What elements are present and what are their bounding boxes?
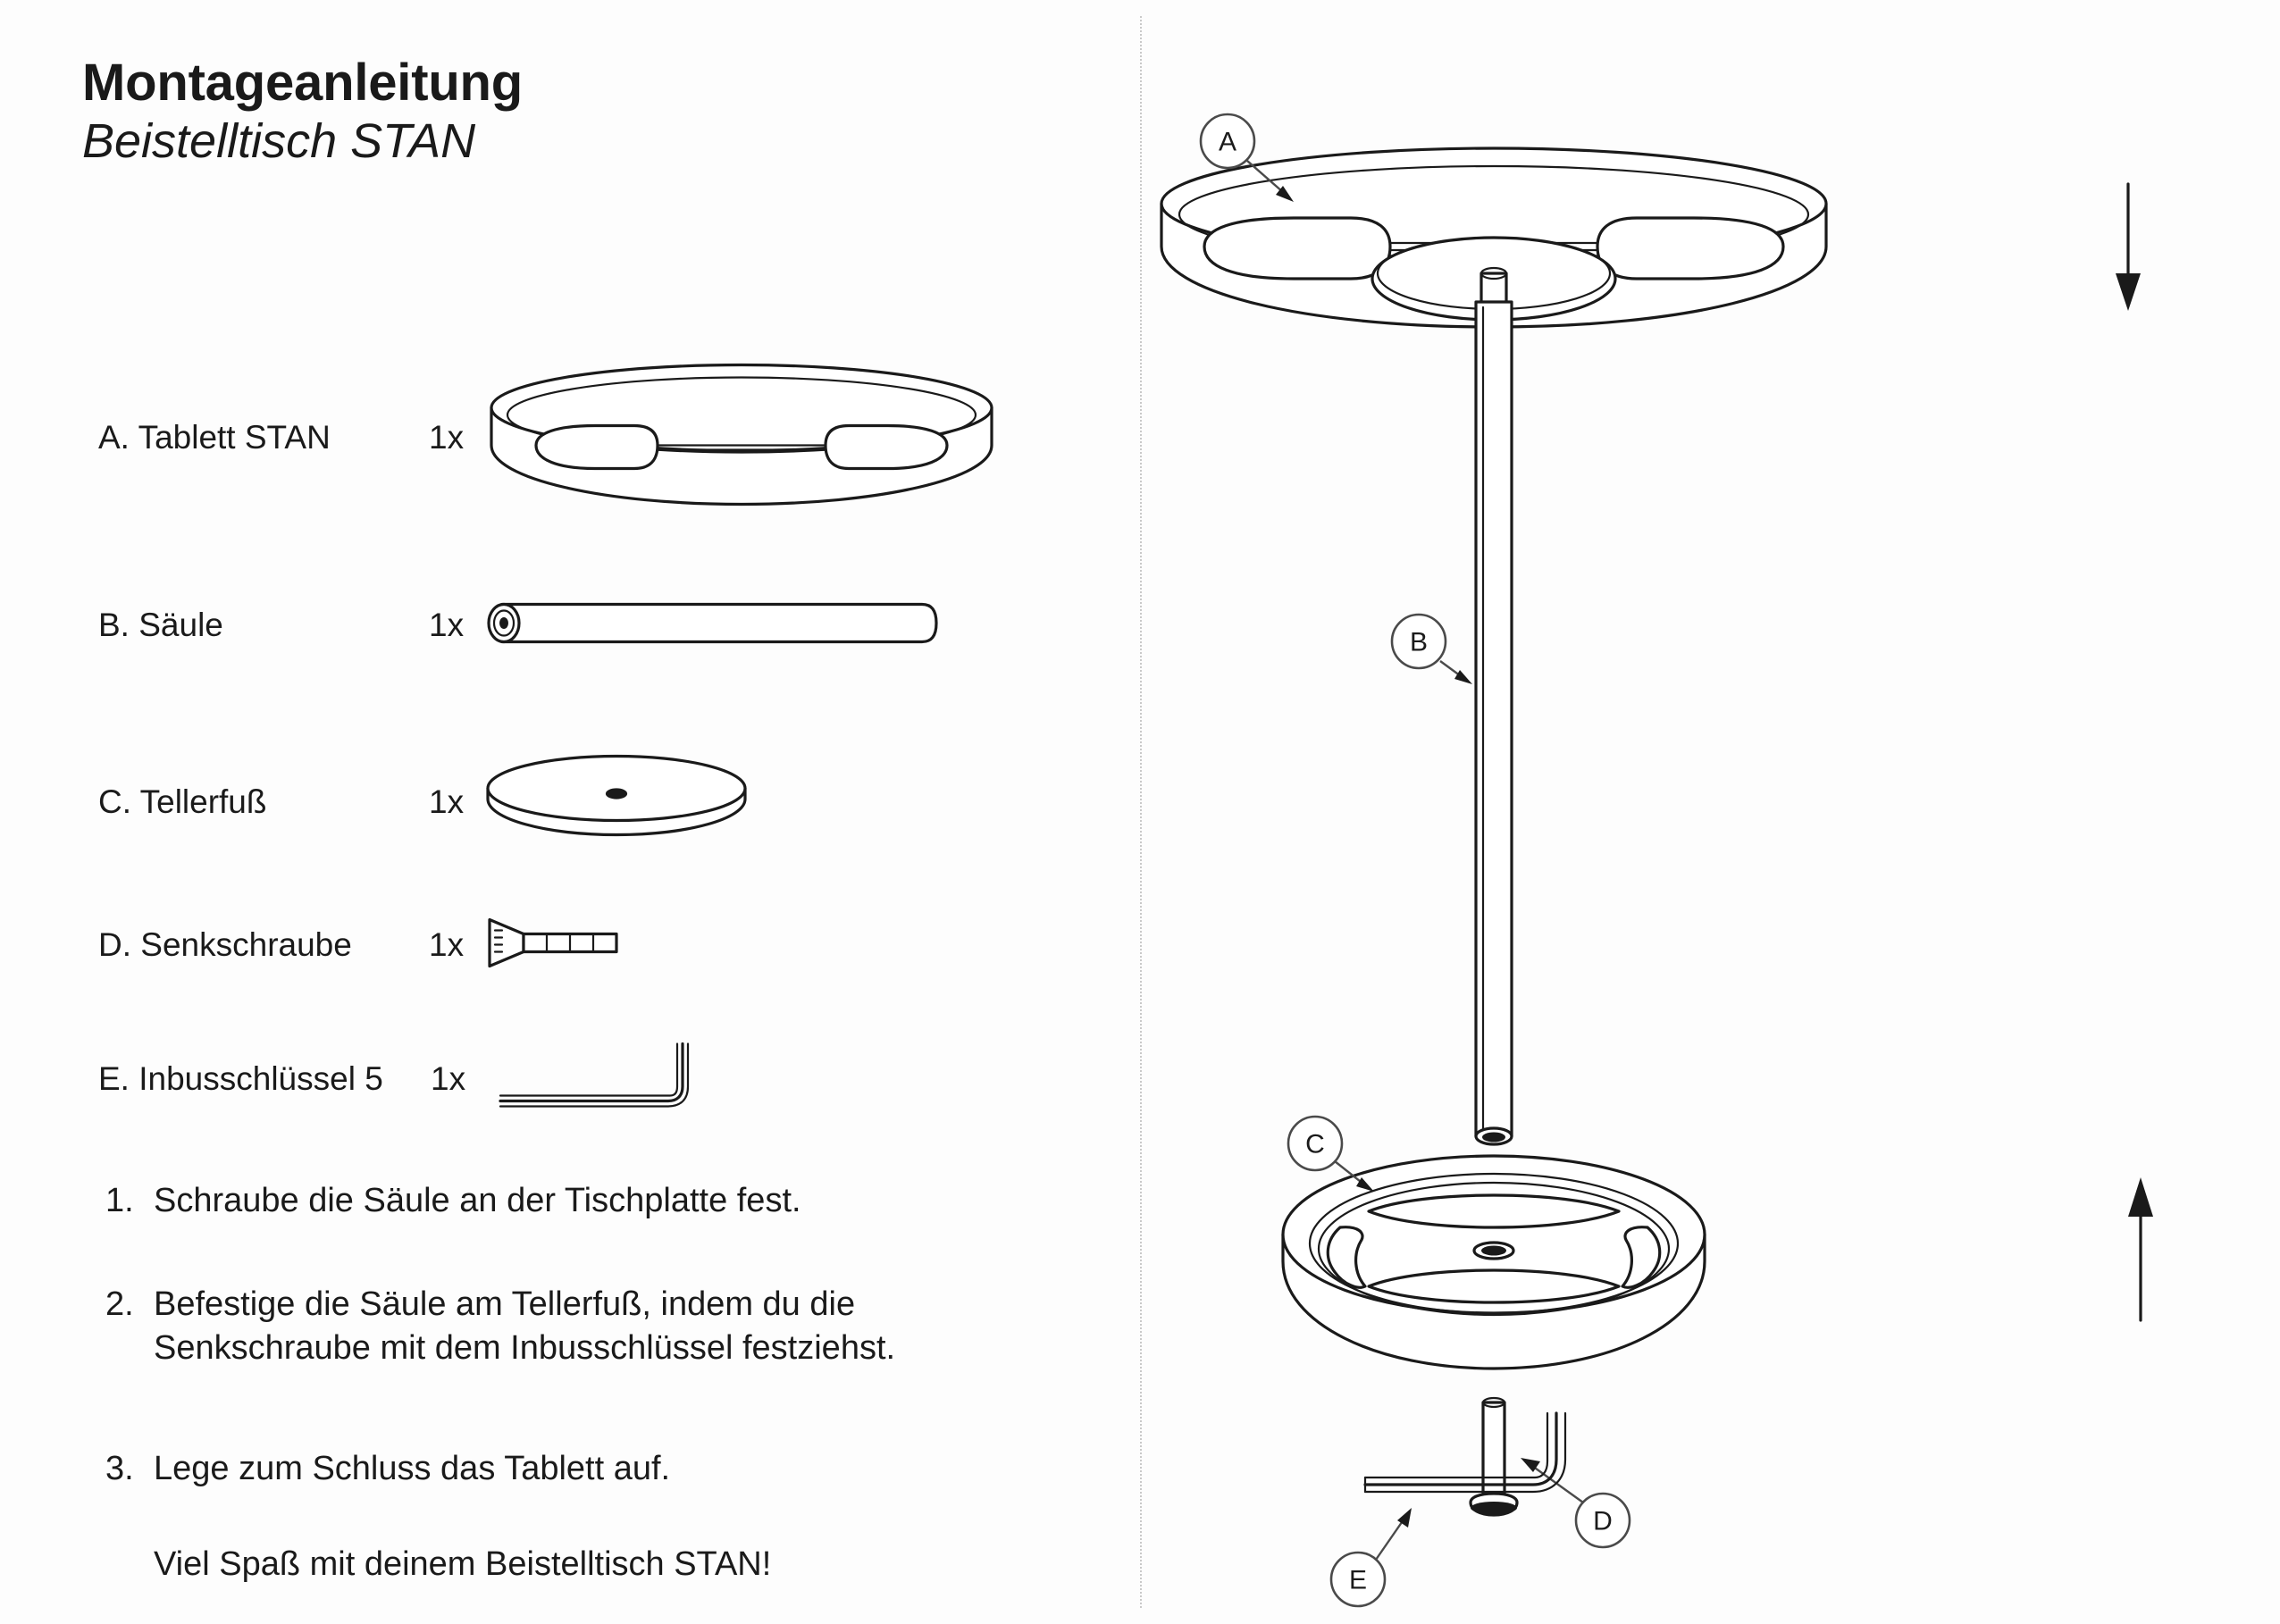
assembly-arrow-down — [2116, 184, 2141, 311]
step-item-1 — [105, 1179, 1070, 1223]
part-label-a: A. Tablett STAN — [98, 419, 331, 456]
callout-e — [1331, 1508, 1412, 1606]
base-plate — [1283, 1156, 1705, 1369]
step-number-2: 2. — [105, 1285, 134, 1323]
callout-c — [1288, 1117, 1374, 1192]
allen-key-icon — [493, 1037, 717, 1122]
part-label-e: E. Inbusschlüssel 5 — [98, 1060, 383, 1097]
part-row-e — [0, 1025, 1140, 1133]
column — [1476, 302, 1512, 1144]
part-label-c: C. Tellerfuß — [98, 783, 267, 820]
page-subtitle: Beistelltisch STAN — [82, 114, 476, 169]
title-block — [82, 55, 523, 169]
part-qty-a: 1x — [429, 419, 465, 456]
step-item-3 — [105, 1447, 1070, 1491]
closing-message: Viel Spaß mit deinem Beistelltisch STAN! — [154, 1545, 772, 1583]
part-label-b: B. Säule — [98, 607, 223, 643]
part-row-a — [0, 384, 1140, 491]
page-title: Montageanleitung — [82, 54, 524, 112]
part-row-c — [0, 749, 1140, 856]
step-text-3: Lege zum Schluss das Tablett auf. — [154, 1450, 671, 1487]
part-label-d: D. Senkschraube — [98, 926, 352, 963]
tray-icon — [482, 360, 1001, 516]
callout-e-label: E — [1348, 1565, 1368, 1595]
assembly-diagram — [1140, 0, 2280, 1624]
countersunk-screw-icon — [482, 908, 661, 984]
part-qty-c: 1x — [429, 783, 465, 820]
step-number-3: 3. — [105, 1450, 134, 1487]
step-item-2 — [105, 1283, 1070, 1371]
step-text-2: Befestige die Säule am Tellerfuß, indem du die Senkschraube mit dem Inbusschlüssel festziehst. — [154, 1285, 896, 1368]
step-text-1: Schraube die Säule an der Tischplatte fest. — [154, 1182, 801, 1219]
base-disc-icon — [482, 751, 750, 854]
part-row-b — [0, 572, 1140, 679]
part-qty-b: 1x — [429, 607, 465, 643]
callout-d — [1521, 1458, 1630, 1547]
part-row-d — [0, 892, 1140, 999]
part-qty-e: 1x — [431, 1060, 466, 1097]
assembly-arrow-up — [2128, 1177, 2153, 1320]
callout-b-label: B — [1409, 627, 1429, 657]
allen-key — [1365, 1413, 1565, 1492]
callout-d-label: D — [1593, 1506, 1613, 1536]
step-number-1: 1. — [105, 1182, 134, 1219]
part-qty-d: 1x — [429, 926, 465, 963]
callout-b — [1392, 615, 1472, 684]
column-tube-icon — [482, 592, 947, 659]
callout-a-label: A — [1218, 127, 1237, 157]
callout-c-label: C — [1305, 1129, 1325, 1159]
countersunk-screw — [1471, 1398, 1517, 1515]
